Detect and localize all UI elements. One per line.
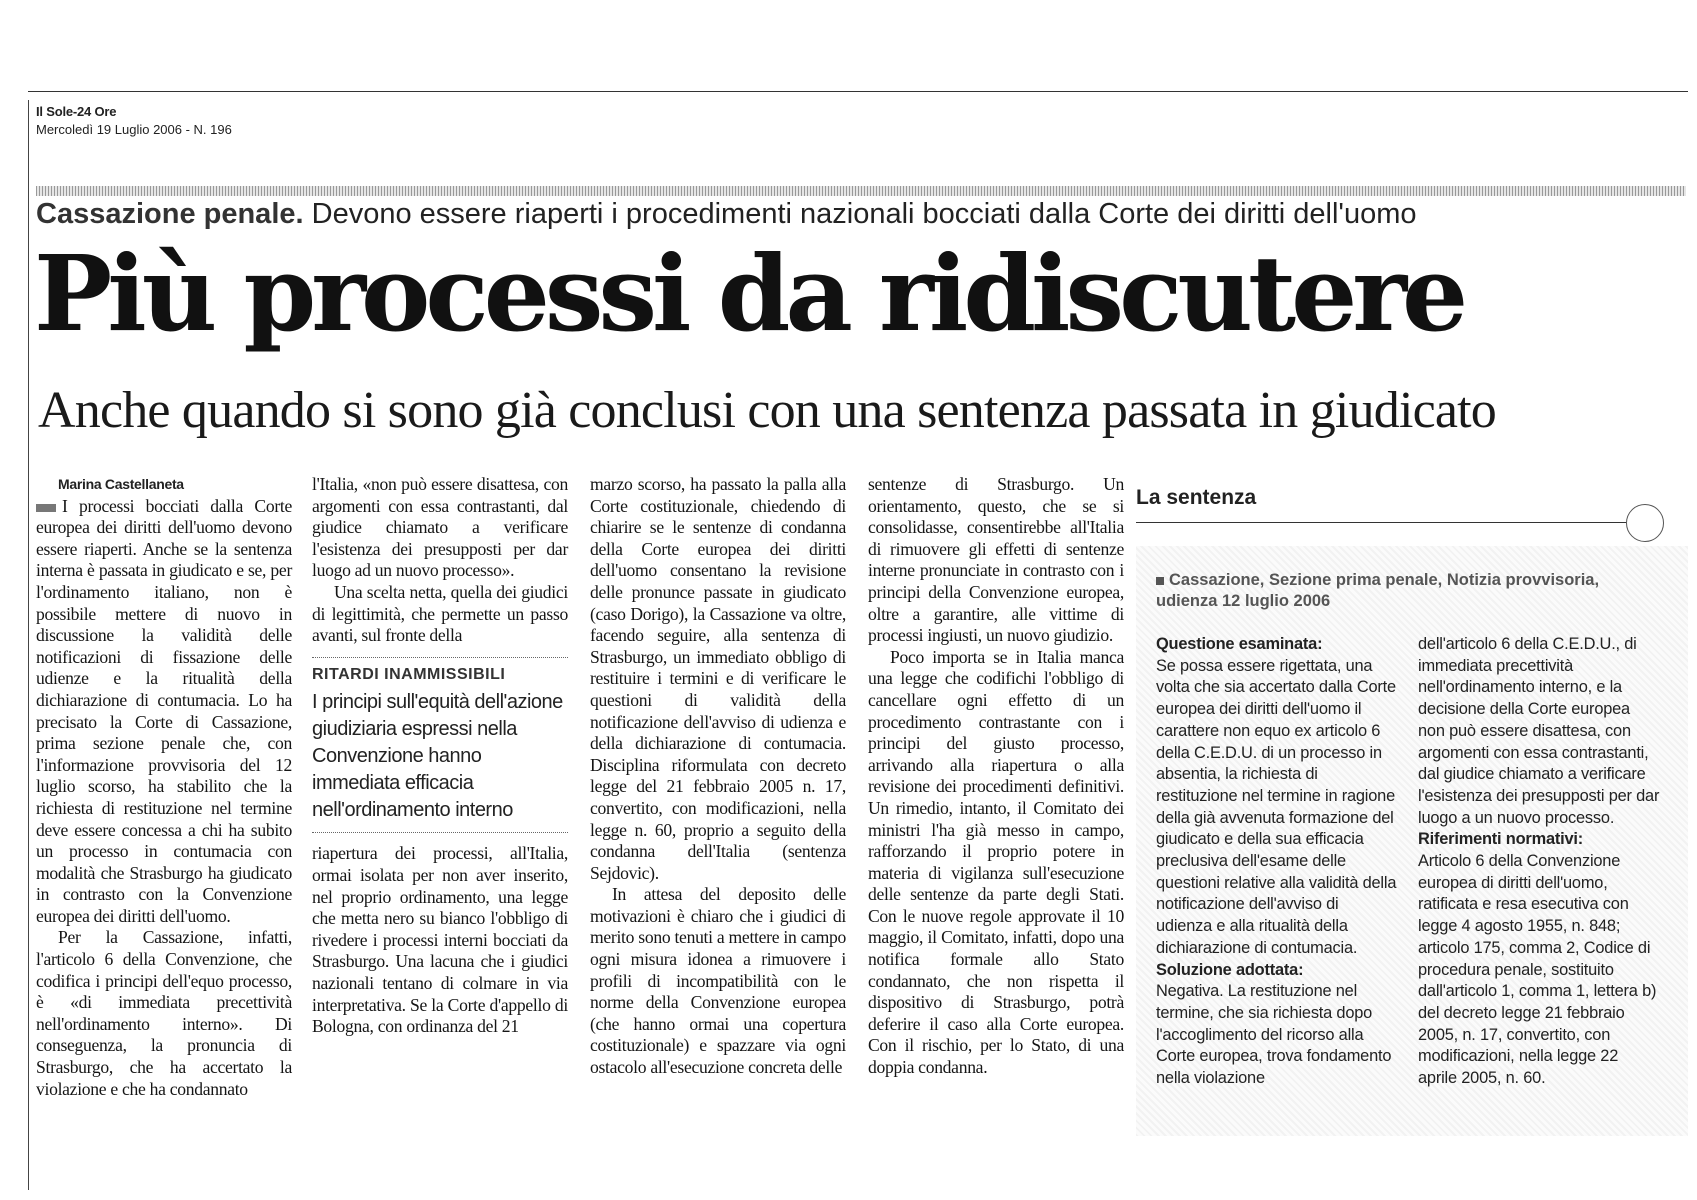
hatched-divider: [36, 186, 1686, 196]
pull-quote-title: RITARDI INAMMISSIBILI: [312, 665, 506, 683]
kicker-section: Cassazione penale.: [36, 198, 304, 230]
sidebar-la-sentenza: [1136, 486, 1688, 1136]
article-column-4: [868, 474, 1124, 1079]
newspaper-name: Il Sole-24 Ore: [36, 104, 117, 119]
issue-date: Mercoledì 19 Luglio 2006 - N. 196: [36, 122, 232, 137]
kicker: [36, 198, 1417, 231]
article-paragraph: Per la Cassazione, infatti, l'articolo 6 della Convenzione, che codifica i principi dell'equo processo, è «di immediata precettività nell'ordinamento interno». Di conseguenza, la pronuncia di Strasburgo, che ha accertato la violazione e che ha condannato: [36, 927, 292, 1099]
article-column-3: [590, 474, 846, 1079]
left-margin-rule: [28, 100, 29, 1190]
article-paragraph: sentenze di Strasburgo. Un orientamento, questo, che se si consolidasse, consentirebbe all'Italia di rimuovere gli effetti di sentenze interne pronunciate in contrasto con i principi della Convenzione europea, oltre a garantire, alle vittime di processi ingiusti, un nuovo giudizio.: [868, 474, 1124, 646]
text-riferimenti: Articolo 6 della Convenzione europea di diritti dell'uomo, ratificata e resa esecutiva con legge 4 agosto 1955, n. 848; articolo 175, comma 2, Codice di procedura penale, sostituito dall'articolo 1, comma 1, lettera b) del decreto legge 21 febbraio 2005, n. 17, convertito, con modificazioni, nella legge 22 aprile 2005, n. 60.: [1418, 852, 1657, 1088]
article-column-2: [312, 474, 568, 1038]
article-paragraph: Una scelta netta, quella dei giudici di legittimità, che permette un passo avanti, sul fronte della: [312, 581, 568, 646]
byline: Marina Castellaneta: [58, 476, 184, 492]
label-riferimenti: Riferimenti normativi:: [1418, 830, 1583, 849]
headline: Più processi da ridiscutere: [34, 232, 1464, 355]
sidebar-case: Cassazione, Sezione prima penale, Notizia provvisoria, udienza 12 luglio 2006: [1156, 571, 1600, 610]
article-paragraph: Poco importa se in Italia manca una legge che codifichi l'obbligo di cancellare ogni effetto di un procedimento contrastante con i principi del giusto processo, arrivando alla riapertura o alla revisione dei procedimenti definitivi. Un rimedio, intanto, il Comitato dei ministri l'ha già messo in campo, rafforzando il proprio potere in materia di vigilanza sull'esecuzione delle sentenze da parte degli Stati. Con le nuove regole approvate il 10 maggio, il Comitato, infatti, dopo una notifica formale allo Stato condannato, che non rispetta il dispositivo di Strasburgo, potrà deferire il caso alla Corte europea. Con il rischio, per lo Stato, di una doppia condanna.: [868, 646, 1124, 1078]
text-questione: Se possa essere rigettata, una volta che sia accertato dalla Corte europea dei diritti dell'uomo il carattere non equo ex articolo 6 della C.E.D.U. di un processo in absentia, la richiesta di restituzione nel termine in ragione della già avvenuta formazione del giudicato e della sua efficacia preclusiva dell'esame delle questioni relative alla validità della notificazione dell'avviso di udienza e alla ritualità della dichiarazione di contumacia.: [1156, 656, 1397, 957]
article-paragraph: l'Italia, «non può essere disattesa, con argomenti con essa contrastanti, dal giudice chiamato a verificare l'esistenza dei presupposti per dar luogo ad un nuovo processo».: [312, 474, 568, 581]
text-soluzione: Negativa. La restituzione nel termine, che sia richiesta dopo l'accoglimento del ricorso alla Corte europea, trova fondamento nella violazione: [1156, 982, 1392, 1088]
top-rule: [28, 91, 1688, 92]
seal-icon: [1626, 504, 1664, 542]
masthead: [36, 104, 232, 137]
label-soluzione: Soluzione adottata:: [1156, 960, 1304, 979]
bullet-square-icon: [1156, 577, 1164, 585]
text-soluzione-cont: dell'articolo 6 della C.E.D.U., di immediata precettività nell'ordinamento interno, e la decisione della Corte europea non può essere disattesa, con argomenti con essa contrastanti, dal giudice chiamato a verificare l'esistenza dei presupposti per dar luogo a un nuovo processo.: [1418, 635, 1660, 827]
article-paragraph: riapertura dei processi, all'Italia, ormai isolata per non aver inserito, nel proprio ordinamento, una legge che metta nero su bianco l'obbligo di rivedere i processi interni bocciati da Strasburgo. Una lacuna che i giudici nazionali tentano di colmare in via interpretativa. Se la Corte d'appello di Bologna, con ordinanza del 21: [312, 843, 568, 1037]
article-paragraph: In attesa del deposito delle motivazioni è chiaro che i giudici di merito sono tenuti a mettere in campo ogni misura idonea a rimuovere i profili di incompatibilità con le norme della Convenzione europea (che hanno ormai una copertura costituzionale) e spazzare via ogni ostacolo all'esecuzione concreta delle: [590, 884, 846, 1078]
pull-quote: [312, 657, 568, 834]
article-paragraph: I processi bocciati dalla Corte europea dei diritti dell'uomo devono essere riaperti. Anche se la sentenza interna è passata in giudicato e se, per l'ordinamento italiano, non è possibile mettere di nuovo in discussione la validità delle notificazioni di fissazione delle udienze e la ritualità della dichiarazione di contumacia. Lo ha precisato la Corte di Cassazione, prima sezione penale che, con l'informazione provvisoria del 12 luglio scorso, ha stabilito che la richiesta di restituzione nel termine deve essere concessa a chi ha subito un processo in contumacia con modalità che Strasburgo ha giudicato in contrasto con la Convenzione europea dei diritti dell'uomo.: [36, 495, 292, 926]
lead-square-icon: [36, 504, 56, 512]
kicker-text: Devono essere riaperti i procedimenti nazionali bocciati dalla Corte dei diritti dell'uomo: [303, 198, 1417, 230]
article-column-1: [36, 474, 292, 1100]
sidebar-title: La sentenza: [1136, 486, 1257, 509]
article-paragraph: marzo scorso, ha passato la palla alla Corte costituzionale, chiedendo di chiarire se le sentenze di condanna della Corte europea dei diritti dell'uomo consentano la revisione delle pronunce passate in giudicato (caso Dorigo), la Cassazione va oltre, facendo seguire, alla sentenza di Strasburgo, un immediato obbligo di restituire i termini e di verificare le questioni di validità della notificazione dell'avviso di udienza e della dichiarazione di contumacia. Disciplina riformulata con decreto legge del 21 febbraio 2005 n. 17, convertito, con modificazioni, nella legge n. 60, proprio a seguito della condanna dell'Italia (sentenza Sejdovic).: [590, 474, 846, 883]
subheadline: Anche quando si sono già conclusi con una sentenza passata in giudicato: [38, 382, 1497, 439]
sidebar-rule: [1136, 522, 1626, 523]
label-questione: Questione esaminata:: [1156, 635, 1323, 653]
sidebar-column-2: [1418, 634, 1660, 1090]
sidebar-column-1: [1156, 634, 1398, 1090]
pull-quote-text: I principi sull'equità dell'azione giudiziaria espressi nella Convenzione hanno immediata efficacia nell'ordinamento interno: [312, 691, 563, 822]
